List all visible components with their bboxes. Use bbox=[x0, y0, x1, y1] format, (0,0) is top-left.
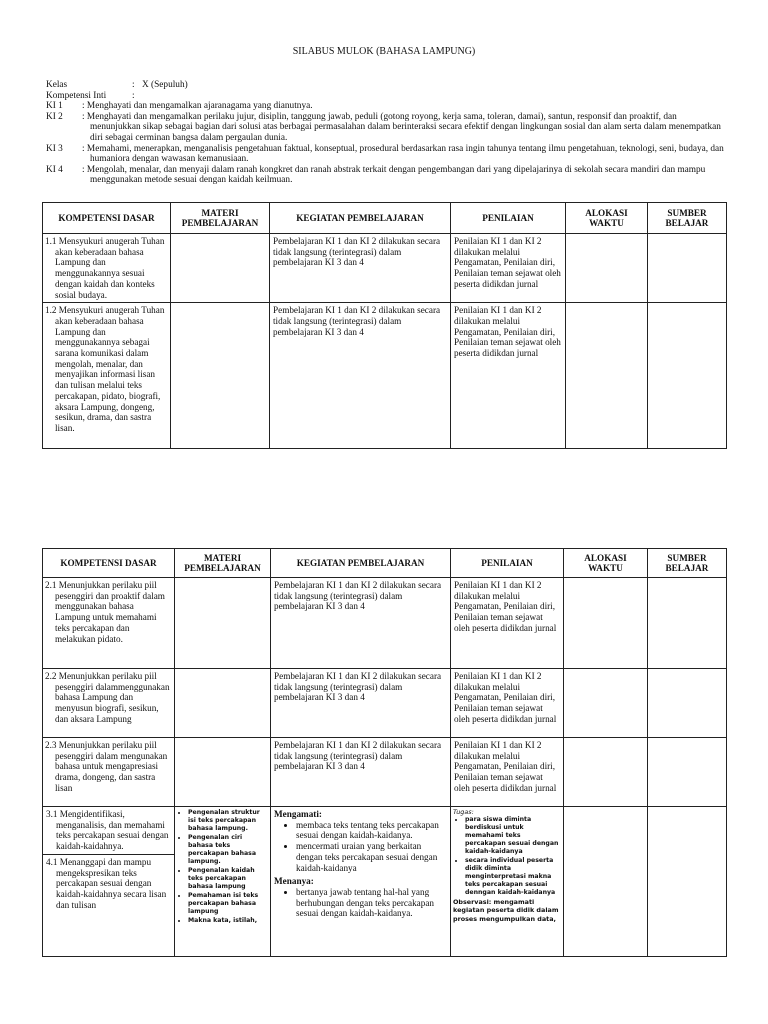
penilaian-cell: Penilaian KI 1 dan KI 2 dilakukan melalui Pengamatan, Penilaian diri, Penilaian teman sejawat oleh peserta didikdan jurnal bbox=[451, 669, 564, 738]
kompetensi-inti-colon: : bbox=[132, 90, 135, 101]
header-penilaian: PENILAIAN bbox=[451, 203, 566, 234]
kegiatan-cell: Pembelajaran KI 1 dan KI 2 dilakukan secara tidak langsung (terintegrasi) dalam pembelajaran KI 3 dan 4 bbox=[270, 303, 451, 449]
alokasi-cell bbox=[566, 234, 648, 303]
table-row bbox=[43, 578, 727, 669]
kd-4-1: 4.1 Menanggapi dan mampu mengekspresikan teks percakapan sesuai dengan kaidah-kaidahnya secara lisan dan tulisan bbox=[46, 856, 167, 910]
ki-colon: : bbox=[82, 111, 87, 122]
ki-colon: : bbox=[82, 101, 87, 112]
penilaian-cell bbox=[451, 807, 564, 957]
kegiatan-cell: Pembelajaran KI 1 dan KI 2 dilakukan secara tidak langsung (terintegrasi) dalam pembelajaran KI 3 dan 4 bbox=[271, 578, 451, 669]
sumber-cell bbox=[648, 578, 727, 669]
penilaian-cell: Penilaian KI 1 dan KI 2 dilakukan melalui Pengamatan, Penilaian diri, Penilaian teman sejawat oleh peserta didikdan jurnal bbox=[451, 303, 566, 449]
header-penilaian: PENILAIAN bbox=[451, 549, 564, 578]
observasi-text: Observasi: mengamati kegiatan peserta didik dalam proses mengumpulkan data, bbox=[453, 898, 559, 923]
alokasi-cell bbox=[566, 303, 648, 449]
header-meta bbox=[46, 80, 726, 186]
kegiatan-cell bbox=[271, 807, 451, 957]
ki-text-value: Menghayati dan mengamalkan perilaku jujur, disiplin, tanggung jawab, peduli (gotong royong, kerja sama, toleran, damai), santun, responsif dan proaktif, dan menunjukkan sikap sebagai bagian dari solusi atas berbagai permasalahan dalam berinteraksi secara efektif dengan lingkungan sosial dan alam serta dalam menempatkan diri sebagai cerminan bangsa dalam pergaulan dunia. bbox=[86, 111, 721, 143]
ki-text bbox=[76, 144, 726, 165]
ki-label: KI 3 bbox=[46, 143, 63, 154]
materi-cell bbox=[171, 234, 270, 303]
ki-colon: : bbox=[82, 164, 87, 175]
ki-text bbox=[76, 165, 726, 186]
table-header-row bbox=[43, 549, 727, 578]
kompetensi-inti-row bbox=[46, 91, 726, 102]
table-row bbox=[43, 303, 727, 449]
kd-cell: 1.2 Mensyukuri anugerah Tuhan akan keberadaan bahasa Lampung dan menggunakannya sebagai sarana komunikasi dalam mengolah, menalar, dan menyajikan informasi lisan dan tulisan melalui teks percakapan, pidato, biografi, aksara Lampung, dongeng, sesikun, drama, dan sastra lisan. bbox=[43, 303, 171, 449]
document-title: SILABUS MULOK (BAHASA LAMPUNG) bbox=[292, 46, 476, 57]
materi-cell bbox=[175, 578, 271, 669]
header-materi: MATERI PEMBELAJARAN bbox=[175, 549, 271, 578]
syllabus-table-1 bbox=[42, 202, 727, 449]
sumber-cell bbox=[648, 303, 727, 449]
table-row bbox=[43, 669, 727, 738]
sumber-cell bbox=[648, 738, 727, 807]
mengamati-label: Mengamati: bbox=[274, 809, 322, 819]
header-kompetensi-dasar: KOMPETENSI DASAR bbox=[43, 549, 175, 578]
list-item: • Pengenalan ciri bahasa teks percakapan bahasa lampung. bbox=[188, 834, 269, 866]
ki-item bbox=[46, 101, 726, 112]
materi-cell bbox=[175, 807, 271, 957]
list-item: • secara individual peserta didik diminta menginterpretasi makna teks percakapan sesuai denngan kaidah-kaidanya bbox=[465, 857, 561, 897]
materi-cell bbox=[175, 669, 271, 738]
list-item: • membaca teks tentang teks percakapan sesuai dengan kaidah-kaidanya. bbox=[296, 820, 447, 841]
kompetensi-inti-label: Kompetensi Inti bbox=[46, 90, 107, 101]
sumber-cell bbox=[648, 669, 727, 738]
materi-list bbox=[176, 809, 269, 925]
ki-text-value: Menghayati dan mengamalkan ajaranagama yang dianutnya. bbox=[86, 101, 313, 112]
list-item: • Pemahaman isi teks percakapan bahasa lampung bbox=[188, 892, 269, 916]
list-item: • Pengenalan kaidah teks percakapan bahasa lampung bbox=[188, 867, 269, 891]
penilaian-cell: Penilaian KI 1 dan KI 2 dilakukan melalui Pengamatan, Penilaian diri, Penilaian teman sejawat oleh peserta didikdan jurnal bbox=[451, 234, 566, 303]
kelas-value: X (Sepuluh) bbox=[142, 80, 188, 90]
kegiatan-cell: Pembelajaran KI 1 dan KI 2 dilakukan secara tidak langsung (terintegrasi) dalam pembelajaran KI 3 dan 4 bbox=[270, 234, 451, 303]
kd-cell bbox=[43, 807, 175, 957]
header-sumber: SUMBER BELAJAR bbox=[648, 549, 727, 578]
ki-text bbox=[76, 112, 726, 144]
kd-cell: 1.1 Mensyukuri anugerah Tuhan akan keberadaan bahasa Lampung dan menggunakannya sesuai dengan kaidah dan konteks sosial budaya. bbox=[43, 234, 171, 303]
syllabus-table-2 bbox=[42, 548, 727, 957]
list-item: • Pengenalan struktur isi teks percakapan bahasa lampung. bbox=[188, 809, 269, 833]
kelas-row bbox=[46, 80, 726, 91]
kd-cell: 2.3 Menunjukkan perilaku piil pesenggiri dalam mengunakan bahasa untuk mengapresiasi drama, dongeng, dan sastra lisan bbox=[43, 738, 175, 807]
alokasi-cell bbox=[564, 738, 648, 807]
table-row bbox=[43, 807, 727, 957]
materi-cell bbox=[175, 738, 271, 807]
list-item: • mencermati uraian yang berkaitan dengan teks percakapan sesuai dengan kaidah-kaidanya bbox=[296, 841, 447, 873]
alokasi-cell bbox=[564, 807, 648, 957]
penilaian-cell: Penilaian KI 1 dan KI 2 dilakukan melalui Pengamatan, Penilaian diri, Penilaian teman sejawat oleh peserta didikdan jurnal bbox=[451, 738, 564, 807]
list-item: • Makna kata, istilah, bbox=[188, 917, 269, 925]
ki-item bbox=[46, 144, 726, 165]
ki-label: KI 1 bbox=[46, 101, 63, 112]
header-kompetensi-dasar: KOMPETENSI DASAR bbox=[43, 203, 171, 234]
kelas-label: Kelas bbox=[46, 80, 68, 90]
sumber-cell bbox=[648, 234, 727, 303]
kd-3-1: 3.1 Mengidentifikasi, menganalisis, dan memahami teks percakapan sesuai dengan kaidah-kaidahnya. bbox=[43, 807, 174, 855]
table-row bbox=[43, 234, 727, 303]
penilaian-cell: Penilaian KI 1 dan KI 2 dilakukan melalui Pengamatan, Penilaian diri, Penilaian teman sejawat oleh peserta didikdan jurnal bbox=[451, 578, 564, 669]
alokasi-cell bbox=[564, 578, 648, 669]
kegiatan-cell: Pembelajaran KI 1 dan KI 2 dilakukan secara tidak langsung (terintegrasi) dalam pembelajaran KI 3 dan 4 bbox=[271, 669, 451, 738]
ki-label: KI 2 bbox=[46, 111, 63, 122]
tugas-list bbox=[453, 816, 561, 897]
kd-cell: 2.1 Menunjukkan perilaku piil pesenggiri dan proaktif dalam menggunakan bahasa Lampung untuk memahami teks percakapan dan melakukan pidato. bbox=[43, 578, 175, 669]
header-kegiatan: KEGIATAN PEMBELAJARAN bbox=[271, 549, 451, 578]
ki-text bbox=[76, 101, 726, 112]
header-alokasi: ALOKASI WAKTU bbox=[564, 549, 648, 578]
kd-cell: 2.2 Menunjukkan perilaku piil pesenggiri dalammenggunakan bahasa Lampung dan menyusun biografi, sesikun, dan aksara Lampung bbox=[43, 669, 175, 738]
menanya-list bbox=[274, 887, 447, 919]
list-item: • bertanya jawab tentang hal-hal yang berhubungan dengan teks percakapan sesuai dengan kaidah-kaidanya. bbox=[296, 887, 447, 919]
ki-text-value: Mengolah, menalar, dan menyaji dalam ranah kongkret dan ranah abstrak terkait dengan pengembangan dari yang dipelajarinya di sekolah secara mandiri dan mampu menggunakan metode sesuai dengan kaidah keilmuan. bbox=[86, 164, 706, 186]
header-materi: MATERI PEMBELAJARAN bbox=[171, 203, 270, 234]
header-kegiatan: KEGIATAN PEMBELAJARAN bbox=[270, 203, 451, 234]
ki-item bbox=[46, 112, 726, 144]
ki-list bbox=[46, 101, 726, 186]
kelas-colon: : bbox=[132, 80, 135, 90]
ki-colon: : bbox=[82, 143, 87, 154]
ki-label: KI 4 bbox=[46, 164, 63, 175]
menanya-label: Menanya: bbox=[274, 876, 314, 887]
table-row bbox=[43, 738, 727, 807]
ki-text-value: Memahami, menerapkan, menganalisis pengetahuan faktual, konseptual, prosedural berdasarkan rasa ingin tahunya tentang ilmu pengetahuan, teknologi, seni, budaya, dan humaniora dengan wawasan kemanusiaan. bbox=[86, 143, 724, 165]
header-alokasi: ALOKASI WAKTU bbox=[566, 203, 648, 234]
list-item: • para siswa diminta berdiskusi untuk memahami teks percakapan sesuai dengan kaidah-kaidanya bbox=[465, 816, 561, 856]
header-sumber: SUMBER BELAJAR bbox=[648, 203, 727, 234]
materi-cell bbox=[171, 303, 270, 449]
alokasi-cell bbox=[564, 669, 648, 738]
table-header-row bbox=[43, 203, 727, 234]
ki-item bbox=[46, 165, 726, 186]
sumber-cell bbox=[648, 807, 727, 957]
mengamati-list bbox=[274, 820, 447, 874]
tugas-label: Tugas: bbox=[453, 808, 474, 816]
kegiatan-cell: Pembelajaran KI 1 dan KI 2 dilakukan secara tidak langsung (terintegrasi) dalam pembelajaran KI 3 dan 4 bbox=[271, 738, 451, 807]
